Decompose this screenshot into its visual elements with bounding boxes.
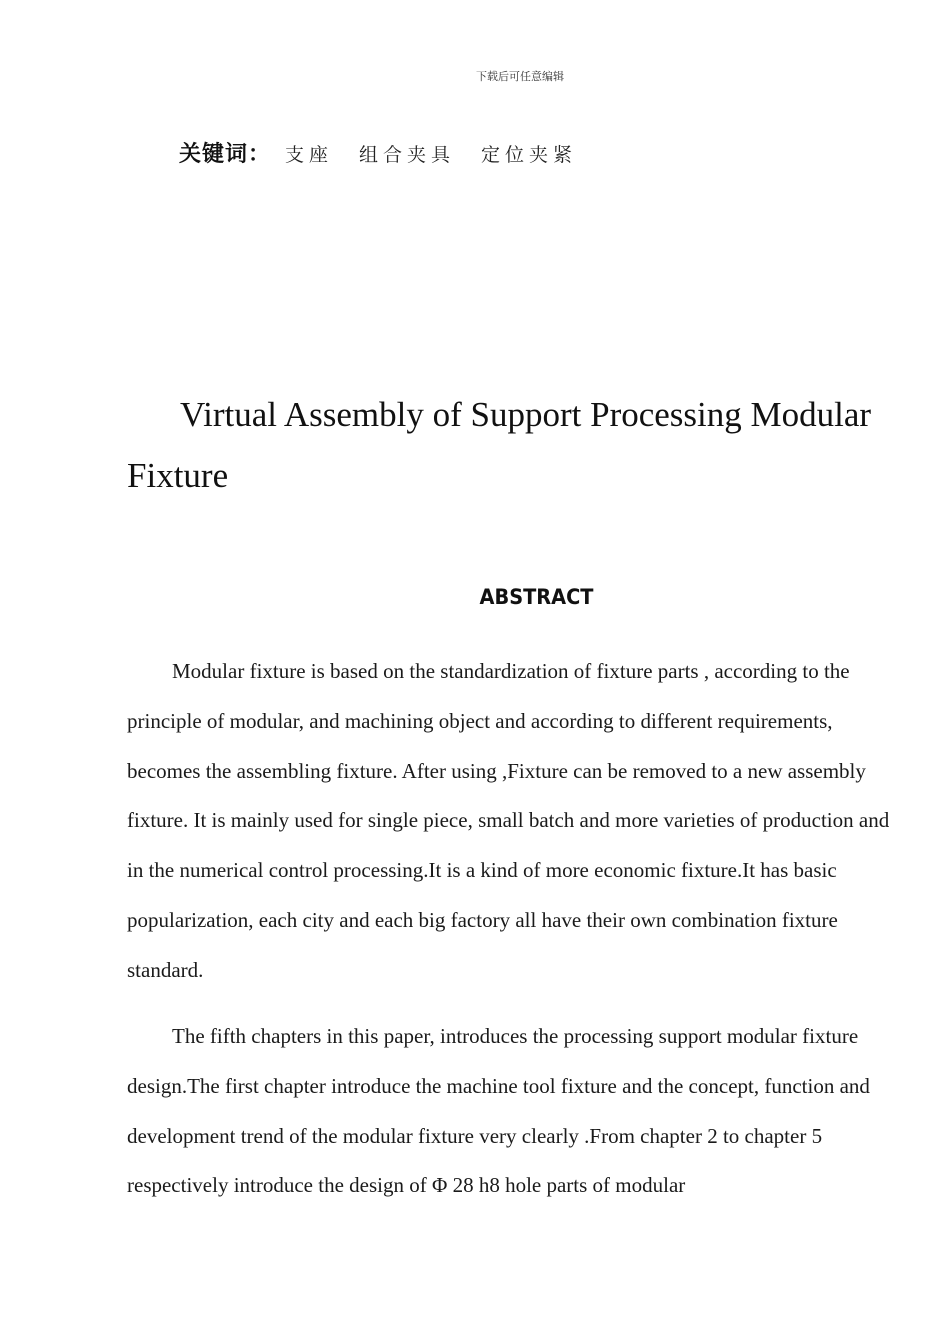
keywords-label: 关键词： bbox=[179, 142, 272, 167]
abstract-paragraph: Modular fixture is based on the standardization of fixture parts , according to the principle of modular, and machining object and according to different requirements, becomes the assembling fixture. After using ,Fixture can be removed to a new assembly fixture. It is mainly used for single piece, small batch and more varieties of production and in the numerical control processing.It is a kind of more economic fixture.It has basic popularization, each city and each big factory all have their own combination fixture standard. bbox=[127, 659, 890, 982]
header-note: 下载后可任意编辑 bbox=[476, 70, 564, 83]
abstract-heading: ABSTRACT bbox=[479, 585, 594, 609]
keywords-line bbox=[179, 137, 577, 168]
english-title: Virtual Assembly of Support Processing Modular Fixture bbox=[127, 395, 872, 495]
keyword-item: 组合夹具 bbox=[359, 144, 456, 166]
keyword-item: 支座 bbox=[285, 144, 334, 166]
abstract-paragraph: The fifth chapters in this paper, introduces the processing support modular fixture design.The first chapter introduce the machine tool fixture and the concept, function and development trend of the modular fixture very clearly .From chapter 2 to chapter 5 respectively introduce the design of Φ 28 h8 hole parts of modular bbox=[127, 1024, 870, 1198]
keyword-item: 定位夹紧 bbox=[481, 144, 578, 166]
